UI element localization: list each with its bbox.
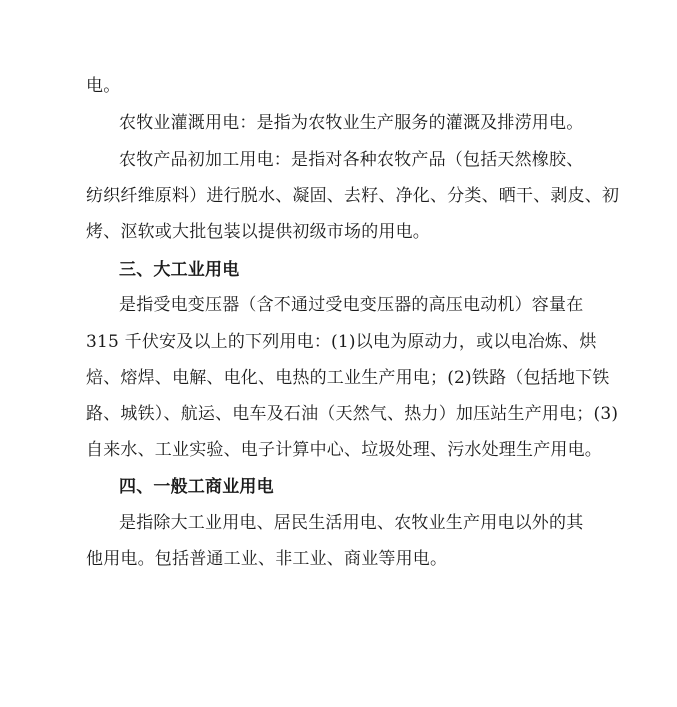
paragraph-large-industry-start: 是指受电变压器（含不通过受电变压器的高压电动机）容量在 <box>119 295 584 315</box>
paragraph-general-commerce-start: 是指除大工业用电、居民生活用电、农牧业生产用电以外的其 <box>119 513 584 533</box>
text-line: 纺织纤维原料）进行脱水、凝固、去籽、净化、分类、晒干、剥皮、初 <box>86 186 620 206</box>
paragraph-irrigation: 农牧业灌溉用电：是指为农牧业生产服务的灌溉及排涝用电。 <box>119 113 584 133</box>
text-line: 焙、熔焊、电解、电化、电热的工业生产用电；(2)铁路（包括地下铁 <box>86 368 610 388</box>
section-heading-large-industry: 三、大工业用电 <box>119 260 240 280</box>
text-line: 315 千伏安及以上的下列用电：(1)以电为原动力，或以电冶炼、烘 <box>86 332 597 352</box>
text-line: 自来水、工业实验、电子计算中心、垃圾处理、污水处理生产用电。 <box>86 440 602 460</box>
section-heading-general-commerce: 四、一般工商业用电 <box>119 477 274 497</box>
paragraph-processing-start: 农牧产品初加工用电：是指对各种农牧产品（包括天然橡胶、 <box>119 150 584 170</box>
text-line: 烤、沤软或大批包装以提供初级市场的用电。 <box>86 222 430 242</box>
text-line: 路、城铁）、航运、电车及石油（天然气、热力）加压站生产用电；(3) <box>86 404 619 424</box>
text-line: 他用电。包括普通工业、非工业、商业等用电。 <box>86 549 448 569</box>
text-line: 电。 <box>86 76 121 96</box>
